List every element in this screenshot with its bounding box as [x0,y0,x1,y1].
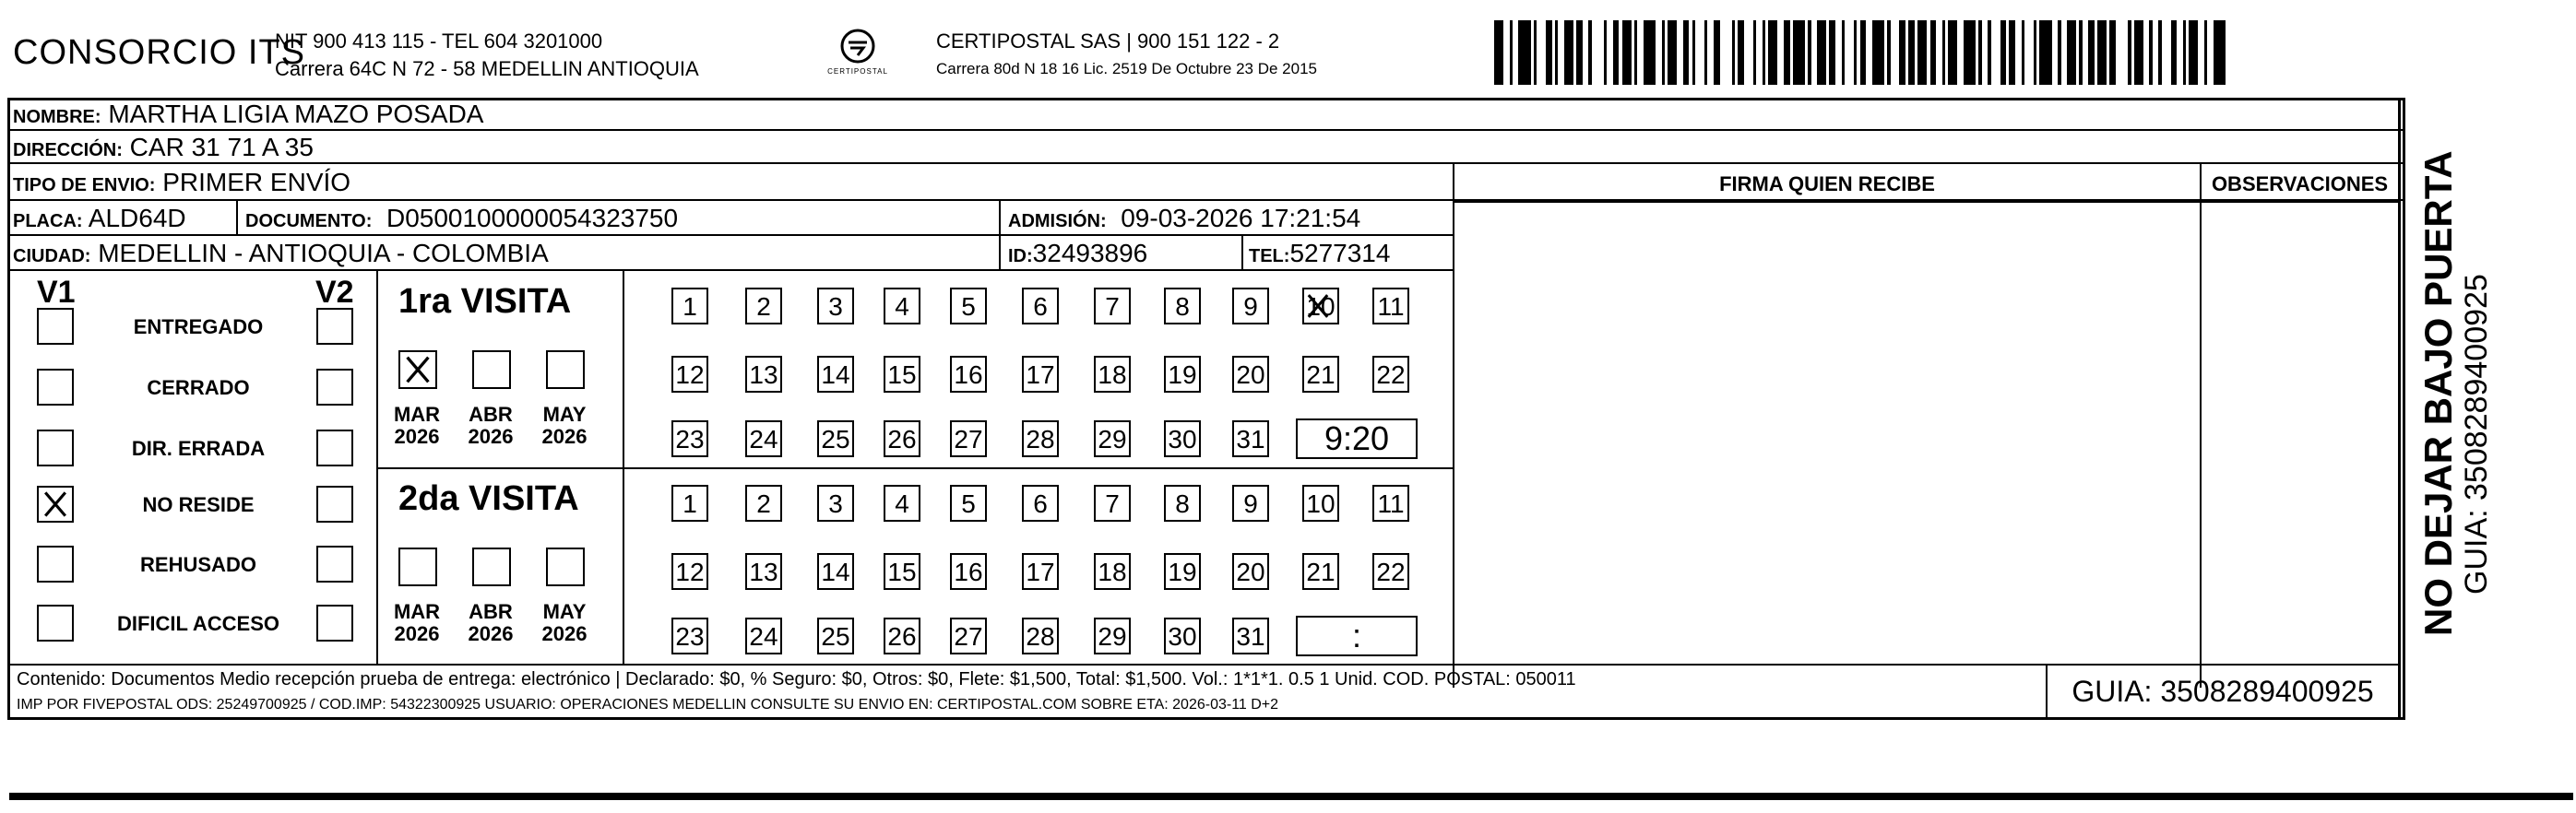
day-box[interactable]: 20 [1232,553,1269,590]
barcode-bar [2009,20,2015,85]
day-box[interactable]: 6 [1022,485,1059,522]
day-box[interactable]: 27 [950,420,987,457]
day-box[interactable]: 21 [1302,356,1339,393]
documento-value: D0500100000054323750 [386,204,679,232]
v1-checkbox-1[interactable] [37,369,74,406]
day-box[interactable]: 4 [884,288,920,324]
barcode-bar [2015,20,2022,85]
barcode-bar [1917,20,1927,85]
status-label: CERRADO [147,376,250,399]
day-box[interactable]: 9 [1232,288,1269,324]
nombre-value: MARTHA LIGIA MAZO POSADA [108,100,484,128]
day-box[interactable]: 28 [1022,618,1059,654]
row-ciudad [7,236,1454,271]
barcode-bar [1908,20,1915,85]
nit-line: NIT 900 413 115 - TEL 604 3201000 [275,29,603,53]
barcode-bar [1964,20,1976,85]
tel-value: 5277314 [1289,239,1391,267]
divider-obs [2200,164,2202,688]
placa-label: PLACA: [13,211,83,231]
id-value: 32493896 [1032,239,1148,267]
day-box[interactable]: 3 [817,288,854,324]
v1-label: V1 [37,275,76,310]
day-box[interactable]: 19 [1164,553,1201,590]
barcode-bar [2097,20,2107,85]
barcode [1494,20,2230,85]
month-year: 2026 [541,622,588,645]
vertical-label [2416,111,2494,636]
day-box[interactable]: 6 [1022,288,1059,324]
v1-checkbox-4[interactable] [37,546,74,583]
day-box[interactable]: 22 [1372,356,1409,393]
month-checkbox-abr[interactable] [472,350,511,389]
barcode-bar [1644,20,1656,85]
barcode-bar [2052,20,2059,85]
barcode-bar [2061,20,2068,85]
status-label: REHUSADO [140,553,256,576]
status-label: DIFICIL ACCESO [116,612,279,635]
vertical-guia: GUIA: 3508289400925 [2459,274,2494,595]
day-box[interactable]: 8 [1164,485,1201,522]
month-label [389,404,445,448]
day-box[interactable]: 13 [745,553,782,590]
footer-imp: IMP POR FIVEPOSTAL ODS: 25249700925 / COD.IMP: 54322300925 USUARIO: OPERACIONES MEDELLIN CONSULTE SU ENVIO EN: CERTIPOSTAL.COM SOBRE ETA: 2026-03-11 D+2 [17,697,1279,713]
barcode-bar [1756,20,1763,85]
barcode-bar [1656,20,1662,85]
barcode-bar [2162,20,2171,85]
v1-checkbox-3[interactable] [37,486,74,523]
day-box[interactable]: 8 [1164,288,1201,324]
day-box[interactable]: 14 [817,356,854,393]
day-box[interactable]: 27 [950,618,987,654]
logo-icon [837,28,878,65]
day-box[interactable]: 25 [817,420,854,457]
month-year: 2026 [394,425,440,448]
barcode-bar [2088,20,2095,85]
placa-value: ALD64D [88,204,186,232]
tipo-value: PRIMER ENVÍO [162,168,351,196]
firma-header: FIRMA QUIEN RECIBE [1719,172,1935,195]
observaciones-header: OBSERVACIONES [2211,172,2389,195]
day-box[interactable]: 31 [1232,420,1269,457]
month-name: ABR [469,600,513,623]
barcode-bar [1817,20,1826,85]
barcode-bar [1777,20,1784,85]
barcode-bar [2039,20,2051,85]
barcode-bar [2207,20,2214,85]
v2-checkbox-4[interactable] [316,546,353,583]
barcode-bar [1518,20,1530,85]
barcode-bar [1576,20,1583,85]
firma-header-line [1453,201,2401,203]
status-label: DIR. ERRADA [131,437,266,460]
documento-label: DOCUMENTO: [245,211,373,231]
day-box[interactable]: 13 [745,356,782,393]
visit-title-2: 2da VISITA [398,479,579,518]
nombre-label: NOMBRE: [13,107,101,127]
month-year: 2026 [468,622,514,645]
footer-guia: GUIA: 3508289400925 [2071,675,2374,708]
id-label: ID: [1008,246,1033,266]
month-year: 2026 [394,622,440,645]
month-name: ABR [469,403,513,426]
day-box[interactable]: 19 [1164,356,1201,393]
barcode-bar [1899,20,1905,85]
tel-label: TEL: [1249,246,1290,266]
day-box[interactable]: 26 [884,618,920,654]
admision-label: ADMISIÓN: [1008,211,1107,231]
status-label: ENTREGADO [133,315,264,338]
day-box[interactable]: 17 [1022,356,1059,393]
day-box[interactable]: 2 [745,485,782,522]
day-box[interactable]: 10 [1302,288,1339,324]
day-box[interactable]: 18 [1094,553,1131,590]
barcode-bar [1707,20,1714,85]
day-box[interactable]: 28 [1022,420,1059,457]
tipo-label: TIPO DE ENVIO: [13,175,156,195]
month-year: 2026 [541,425,588,448]
v1-checkbox-0[interactable] [37,308,74,345]
address-line: Carrera 64C N 72 - 58 MEDELLIN ANTIOQUIA [275,57,699,80]
barcode-bar [1784,20,1790,85]
logo-text: CERTIPOSTAL [827,67,888,76]
barcode-bar [1957,20,1964,85]
v2-checkbox-5[interactable] [316,605,353,642]
barcode-bar [1683,20,1690,85]
barcode-bar [1866,20,1872,85]
day-box[interactable]: 22 [1372,553,1409,590]
v2-label: V2 [315,275,354,310]
day-box[interactable]: 26 [884,420,920,457]
barcode-bar [2226,20,2228,85]
day-box[interactable]: 15 [884,356,920,393]
day-box[interactable]: 30 [1164,618,1201,654]
v1-checkbox-2[interactable] [37,430,74,466]
barcode-bar [1793,20,1805,85]
company-info [275,28,699,83]
day-box[interactable]: 16 [950,356,987,393]
barcode-bar [2198,20,2204,85]
barcode-bar [1811,20,1818,85]
barcode-bar [2134,20,2143,85]
month-name: MAY [542,600,587,623]
row-nombre [7,98,2405,131]
row-direccion [7,131,2405,164]
day-box[interactable]: 5 [950,288,987,324]
divider-right [2398,98,2401,720]
day-box[interactable]: 21 [1302,553,1339,590]
barcode-bar [1607,20,1613,85]
barcode-bar [1835,20,1842,85]
month-checkbox-mar[interactable] [398,350,437,389]
barcode-bar [1845,20,1854,85]
day-box[interactable]: 31 [1232,618,1269,654]
month-label [389,601,445,645]
visit-time-field[interactable]: 9:20 [1296,418,1418,459]
month-name: MAR [393,600,441,623]
day-box[interactable]: 7 [1094,485,1131,522]
barcode-bar [2177,20,2183,85]
barcode-bar [2067,20,2076,85]
day-box[interactable]: 18 [1094,356,1131,393]
v2-checkbox-0[interactable] [316,308,353,345]
day-box[interactable]: 23 [671,420,708,457]
day-box[interactable]: 4 [884,485,920,522]
day-box[interactable]: 15 [884,553,920,590]
day-box[interactable]: 12 [671,553,708,590]
no-dejar-bajo-puerta: NO DEJAR BAJO PUERTA [2416,150,2460,636]
day-box[interactable]: 1 [671,288,708,324]
barcode-bar [1930,20,1937,85]
certipostal-info [936,28,1317,83]
barcode-bar [1564,20,1573,85]
month-name: MAR [393,403,441,426]
barcode-bar [1714,20,1720,85]
day-box[interactable]: 20 [1232,356,1269,393]
company-name: CONSORCIO ITS [13,33,306,72]
month-checkbox-abr[interactable] [472,548,511,586]
barcode-bar [1513,20,1519,85]
admision-value: 09-03-2026 17:21:54 [1121,204,1361,232]
barcode-bar [1622,20,1632,85]
day-box[interactable]: 17 [1022,553,1059,590]
x-mark-icon [400,352,435,387]
month-label [537,601,592,645]
barcode-bar [2116,20,2128,85]
barcode-bar [1503,20,1510,85]
barcode-bar [1991,20,2000,85]
barcode-bar [1768,20,1777,85]
month-checkbox-may[interactable] [546,548,585,586]
month-label [537,404,592,448]
divider-footer [7,664,2401,666]
barcode-bar [2143,20,2150,85]
day-box[interactable]: 14 [817,553,854,590]
month-name: MAY [542,403,587,426]
barcode-bar [1948,20,1957,85]
v2-checkbox-2[interactable] [316,430,353,466]
x-mark-icon [1302,290,1334,322]
month-checkbox-mar[interactable] [398,548,437,586]
barcode-bar [1860,20,1867,85]
barcode-bar [2153,20,2159,85]
certipostal-logo [812,28,904,79]
barcode-bar [2109,20,2116,85]
barcode-bar [1872,20,1884,85]
barcode-bar [1494,20,1503,85]
day-box[interactable]: 24 [745,618,782,654]
bottom-edge [9,793,2573,800]
day-box[interactable]: 9 [1232,485,1269,522]
day-box[interactable]: 1 [671,485,708,522]
ciudad-label: CIUDAD: [13,246,91,266]
day-box[interactable]: 5 [950,485,987,522]
day-box[interactable]: 16 [950,553,987,590]
barcode-bar [1738,20,1744,85]
barcode-bar [1936,20,1942,85]
barcode-bar [1592,20,1604,85]
barcode-bar [1558,20,1564,85]
day-box[interactable]: 29 [1094,420,1131,457]
day-box[interactable]: 23 [671,618,708,654]
barcode-bar [1744,20,1753,85]
barcode-bar [2024,20,2034,85]
v2-checkbox-3[interactable] [316,486,353,523]
day-box[interactable]: 7 [1094,288,1131,324]
barcode-bar [2083,20,2089,85]
v2-checkbox-1[interactable] [316,369,353,406]
day-box[interactable]: 10 [1302,485,1339,522]
v1-checkbox-5[interactable] [37,605,74,642]
barcode-bar [1546,20,1552,85]
day-box[interactable]: 11 [1372,288,1409,324]
barcode-bar [1637,20,1644,85]
direccion-value: CAR 31 71 A 35 [129,133,314,161]
barcode-bar [2214,20,2226,85]
row-placa [7,201,1454,236]
status-label: NO RESIDE [142,493,255,516]
barcode-bar [2000,20,2007,85]
day-box[interactable]: 12 [671,356,708,393]
divider-visits [376,467,1453,469]
day-box[interactable]: 24 [745,420,782,457]
visit-title-1: 1ra VISITA [398,282,572,321]
day-box[interactable]: 11 [1372,485,1409,522]
direccion-label: DIRECCIÓN: [13,140,123,160]
certipostal-line: CERTIPOSTAL SAS | 900 151 122 - 2 [936,29,1280,53]
day-box[interactable]: 25 [817,618,854,654]
barcode-bar [1677,20,1683,85]
barcode-bar [1720,20,1732,85]
day-box[interactable]: 30 [1164,420,1201,457]
barcode-bar [1583,20,1589,85]
footer-contenido: Contenido: Documentos Medio recepción prueba de entrega: electrónico | Declarado: $0, % Seguro: $0, Otros: $0, Flete: $1,500, Total: $1,500. Vol.: 1*1*1. 0.5 1 Unid. COD. POSTAL: 050011 [17,669,1576,689]
certipostal-license: Carrera 80d N 18 16 Lic. 2519 De Octubre 23 De 2015 [936,60,1317,77]
barcode-bar [1891,20,1900,85]
x-mark-icon [39,488,72,521]
visit-time-field[interactable]: : [1296,616,1418,656]
day-box[interactable]: 3 [817,485,854,522]
barcode-bar [1668,20,1677,85]
barcode-bar [2189,20,2198,85]
barcode-bar [1982,20,1988,85]
day-box[interactable]: 2 [745,288,782,324]
month-checkbox-may[interactable] [546,350,585,389]
month-year: 2026 [468,425,514,448]
day-box[interactable]: 29 [1094,618,1131,654]
barcode-bar [1613,20,1620,85]
month-label [463,404,518,448]
ciudad-value: MEDELLIN - ANTIOQUIA - COLOMBIA [98,239,549,267]
barcode-bar [2171,20,2178,85]
barcode-bar [1829,20,1835,85]
barcode-bar [1695,20,1704,85]
barcode-bar [1537,20,1546,85]
month-label [463,601,518,645]
